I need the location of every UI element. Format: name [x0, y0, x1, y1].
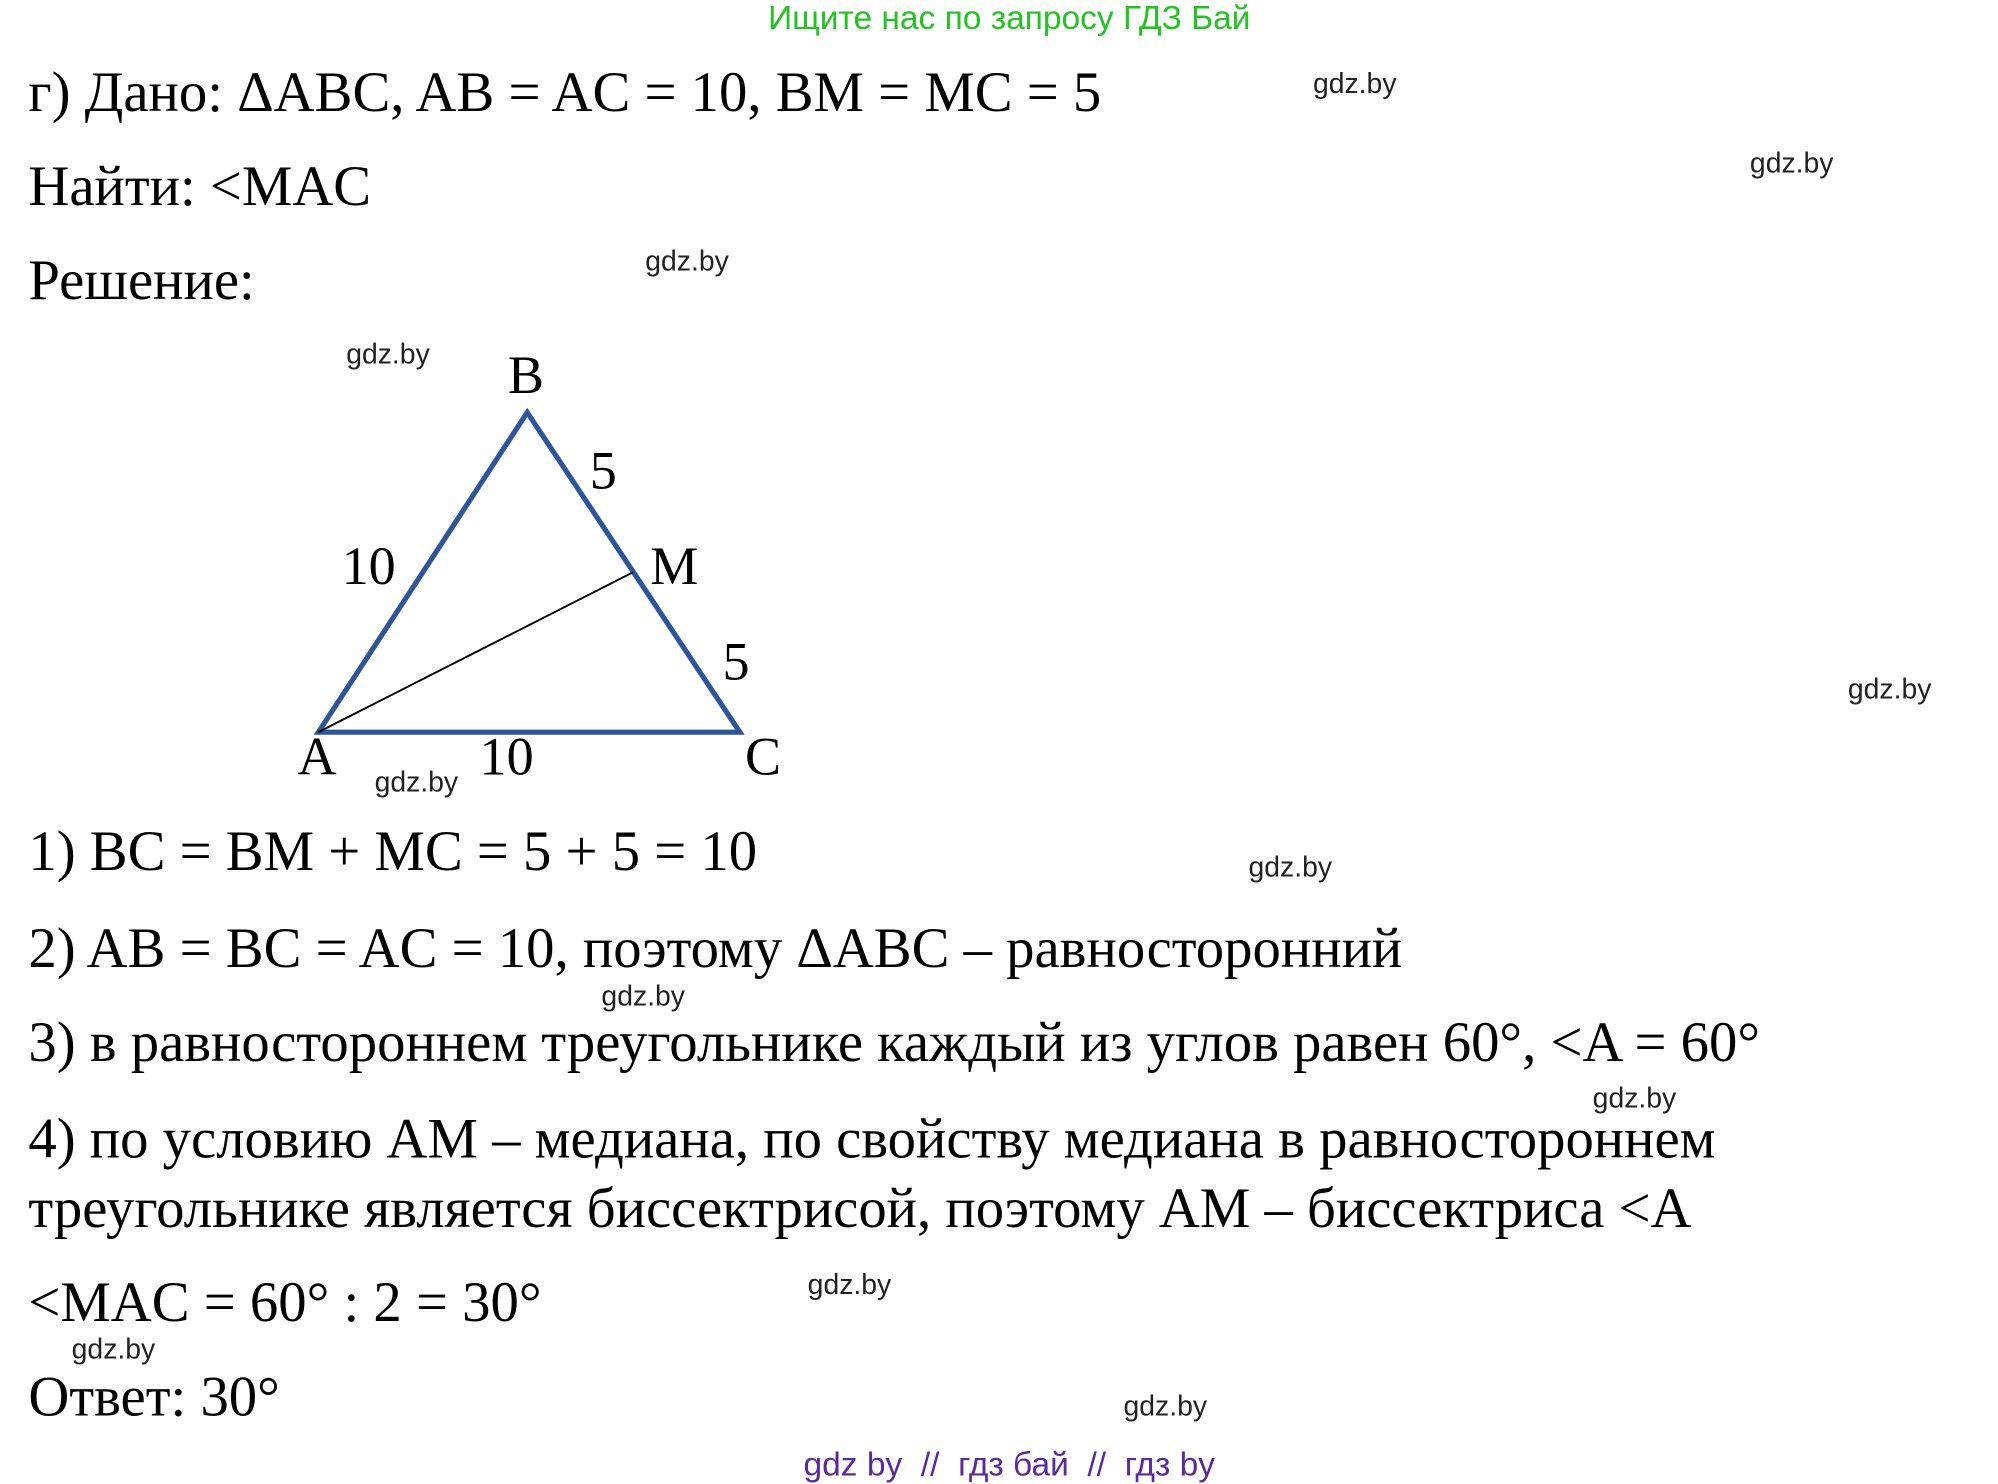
- watermark: gdz.by: [807, 1268, 892, 1301]
- step-4: 4) по условию AM – медиана, по свойству медиана в равностороннем: [28, 1107, 1716, 1171]
- find-line: Найти: <MAC: [28, 154, 372, 218]
- step-5: <MAC = 60° : 2 = 30°: [28, 1270, 542, 1335]
- vertex-b-label: B: [507, 346, 544, 407]
- step-3: 3) в равностороннем треугольнике каждый из углов равен 60°, <A = 60°: [28, 1010, 1761, 1074]
- answer-line: Ответ: 30°: [28, 1365, 280, 1429]
- vertex-c-label: C: [745, 728, 782, 788]
- side-ac-label: 10: [479, 728, 534, 788]
- side-mc-label: 5: [722, 632, 750, 693]
- side-ab-label: 10: [341, 537, 396, 597]
- watermark: gdz.by: [1847, 672, 1932, 706]
- watermark: gdz.by: [1749, 146, 1834, 180]
- step-2: 2) AB = BC = AC = 10, поэтому ΔABC – равносторонний: [28, 916, 1403, 980]
- given-line: г) Дано: ΔABC, AB = AC = 10, BM = MC = 5: [28, 60, 1102, 124]
- search-hint-header: Ищите нас по запросу ГДЗ Бай: [768, 0, 1251, 37]
- solution-label: Решение:: [28, 248, 255, 312]
- point-m-label: M: [650, 537, 699, 597]
- watermark: gdz.by: [346, 337, 430, 370]
- watermark: gdz.by: [1312, 67, 1397, 100]
- watermark: gdz.by: [71, 1332, 156, 1366]
- side-bm-label: 5: [589, 442, 617, 502]
- footer-links: gdz by // гдз бай // гдз by: [803, 1444, 1216, 1483]
- watermark: gdz.by: [1248, 850, 1333, 883]
- watermark: gdz.by: [645, 244, 729, 278]
- vertex-a-label: A: [297, 728, 337, 788]
- watermark: gdz.by: [374, 765, 459, 798]
- step-1: 1) BC = BM + MC = 5 + 5 = 10: [28, 819, 758, 883]
- watermark: gdz.by: [1123, 1389, 1208, 1422]
- watermark: gdz.by: [1592, 1081, 1677, 1114]
- step-4-continued: треугольнике является биссектрисой, поэтому AM – биссектриса <A: [28, 1176, 1692, 1241]
- watermark: gdz.by: [601, 979, 685, 1012]
